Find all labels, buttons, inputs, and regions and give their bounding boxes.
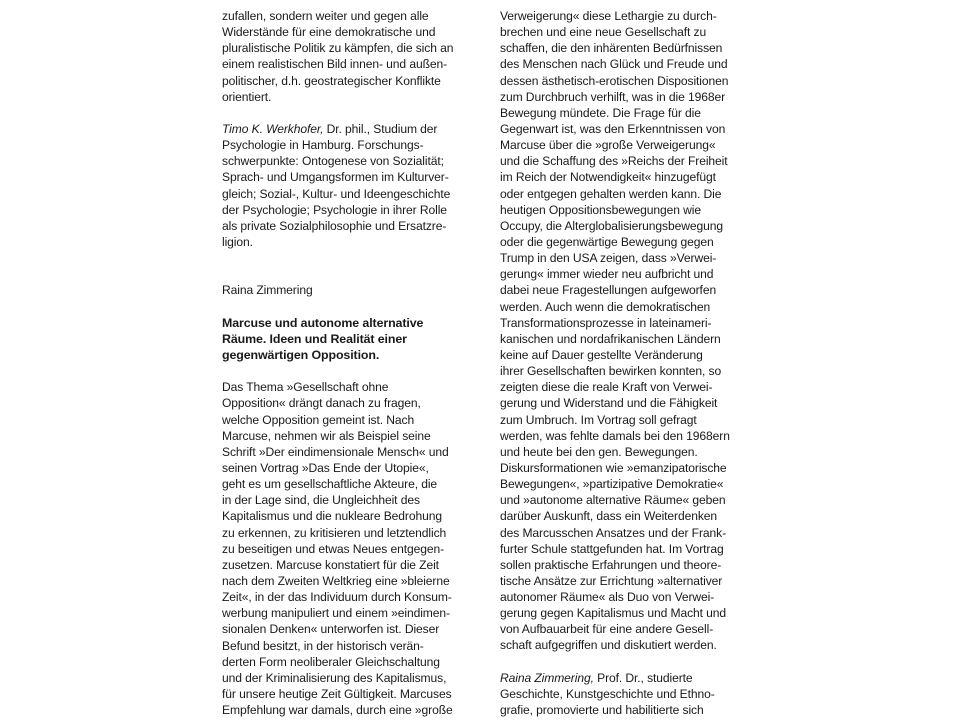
bio-zimmering-name: Raina Zimmering, [500,670,594,685]
text-line: Verweigerung« diese Lethargie zu durch- [500,9,717,23]
text-line: brechen und eine neue Gesellschaft zu [500,25,707,40]
left-column [222,8,484,718]
text-line: zeigten diese die reale Kraft von Verwei- [500,380,713,395]
text-line: gerung und Widerstand und die Fähigkeit [500,396,718,411]
text-line: werden, was fehlte damals bei den 1968ern [500,428,730,443]
text-line: furter Schule stattgefunden hat. Im Vortrag [500,541,724,556]
text-line: Widerstände für eine demokratische und [222,25,436,40]
text-line: Bewegungen«, »partizipative Demokratie« [500,477,724,492]
text-line: Zeit«, in der das Individuum durch Konsum- [222,590,452,605]
text-line: Marcuse über die »große Verweigerung« [500,138,716,153]
text-line: in der Lage sind, die Ungleichheit des [222,493,420,508]
title-line: Marcuse und autonome alternative [222,315,424,330]
body-paragraph [222,379,484,718]
text-line: pluralistische Politik zu kämpfen, die sich an [222,41,454,56]
text-line: tische Ansätze zur Errichtung »alternativer [500,573,723,588]
text-line: keine auf Dauer gestellte Veränderung [500,347,703,362]
text-line: und »autonome alternative Räume« geben [500,493,726,508]
text-line: und heute bei den gen. Bewegungen. [500,444,698,459]
text-line: Geschichte, Kunstgeschichte und Ethno- [500,686,715,701]
title-line: gegenwärtigen Opposition. [222,347,380,362]
text-line: Das Thema »Gesellschaft ohne [222,380,389,395]
text-line: schwerpunkte: Ontogenese von Sozialität; [222,154,444,169]
text-line: sollen praktische Erfahrungen und theore- [500,557,722,572]
text-line: des Menschen nach Glück und Freude und [500,57,728,72]
text-line: autonomer Räume« als Duo von Verwei- [500,590,715,605]
text-line: zu erkennen, zu kritisieren und letztendlich [222,525,447,540]
text-line: Bewegung mündete. Die Frage für die [500,105,701,120]
text-line: und die Schaffung des »Reichs der Freiheit [500,154,728,169]
text-line: gerung« immer wieder neu aufbricht und [500,267,714,282]
text-line: werden. Auch wenn die demokratischen [500,299,711,314]
text-line: sionalen Denken« unterworfen ist. Dieser [222,622,440,637]
text-line: Psychologie in Hamburg. Forschungs- [222,138,424,153]
bio-zimmering-first-line: Prof. Dr., studierte [593,670,693,685]
text-line: und der Kriminalisierung des Kapitalismus, [222,670,447,685]
text-line: dabei neue Fragestellungen aufgeworfen [500,283,717,298]
text-line: heutigen Oppositionsbewegungen wie [500,202,702,217]
article-title [222,315,484,363]
text-line: Transformationsprozesse in lateinameri- [500,315,712,330]
text-line: welche Opposition gemeint ist. Nach [222,412,415,427]
text-line: Befund besitzt, in der historisch verän- [222,638,424,653]
text-line: zufallen, sondern weiter und gegen alle [222,9,429,23]
text-line: Marcuse, nehmen wir als Beispiel seine [222,428,431,443]
text-line: Trump in den USA zeigen, dass »Verwei- [500,251,717,266]
text-line: schaft aufgegriffen und diskutiert werden. [500,638,717,653]
text-line: Diskursformationen wie »emanzipatorische [500,460,727,475]
intro-paragraph [222,8,484,105]
text-line: Schrift »Der eindimensionale Mensch« und [222,444,449,459]
text-line: oder entgegen gehalten werden kann. Die [500,186,722,201]
text-line: oder die gegenwärtige Bewegung gegen [500,234,714,249]
text-line: darüber Auskunft, dass ein Weiterdenken [500,509,718,524]
text-line: Sprach- und Umgangsformen im Kulturver- [222,170,449,185]
bio-werkhofer-first-line: Dr. phil., Studium der [323,121,438,136]
text-line: geht es um gesellschaftliche Akteure, die [222,477,438,492]
text-line: Occupy, die Alterglobalisierungsbewegung [500,218,724,233]
text-line: politischer, d.h. geostrategischer Konflikte [222,73,441,88]
text-line: seinen Vortrag »Das Ende der Utopie«, [222,460,429,475]
text-line: von Aufbauarbeit für eine andere Gesell- [500,622,714,637]
text-line: orientiert. [222,89,272,104]
text-line: schaffen, die den inhärenten Bedürfnissen [500,41,723,56]
author-name: Raina Zimmering [222,283,313,298]
text-line: derten Form neoliberaler Gleichschaltung [222,654,440,669]
text-line: gerung gegen Kapitalismus und Macht und [500,606,727,621]
title-line: Räume. Ideen und Realität einer [222,331,407,346]
text-line: Kapitalismus und die nukleare Bedrohung [222,509,442,524]
bio-zimmering [500,670,752,718]
text-line: kanischen und nordafrikanischen Ländern [500,331,721,346]
right-column [500,8,752,718]
text-line: gleich; Sozial-, Kultur- und Ideengeschichte [222,186,451,201]
text-line: ihrer Gesellschaften bewirken konnten, so [500,364,722,379]
text-line: für unsere heutige Zeit Gültigkeit. Marcuses [222,686,452,701]
text-line: zu beseitigen und etwas Neues entgegen- [222,541,445,556]
text-line: grafie, promovierte und habilitierte sich [500,703,704,718]
text-line: nach dem Zweiten Weltkrieg eine »bleierne [222,573,450,588]
text-line: Opposition« drängt danach zu fragen, [222,396,421,411]
text-line: im Reich der Notwendigkeit« hinzugefügt [500,170,716,185]
text-line: werbung manipuliert und einem »eindimen- [222,606,450,621]
text-line: dessen ästhetisch-erotischen Dispositionen [500,73,729,88]
bio-werkhofer-name: Timo K. Werkhofer, [222,121,324,136]
continued-paragraph [500,8,752,654]
text-line: der Psychologie; Psychologie in ihrer Rolle [222,202,447,217]
text-line: einem realistischen Bild innen- und außen- [222,57,448,72]
text-line: Gegenwart ist, was den Erkenntnissen von [500,121,726,136]
text-line: zum Durchbruch verhilft, was in die 1968er [500,89,726,104]
text-line: ligion. [222,234,253,249]
text-line: zum Umbruch. Im Vortrag soll gefragt [500,412,697,427]
text-line: des Marcusschen Ansatzes und der Frank- [500,525,726,540]
text-line: Empfehlung war damals, durch eine »große [222,703,453,718]
bio-werkhofer [222,121,484,250]
text-line: als private Sozialphilosophie und Ersatzre- [222,218,447,233]
text-line: zusetzen. Marcuse konstatiert für die Zeit [222,557,439,572]
